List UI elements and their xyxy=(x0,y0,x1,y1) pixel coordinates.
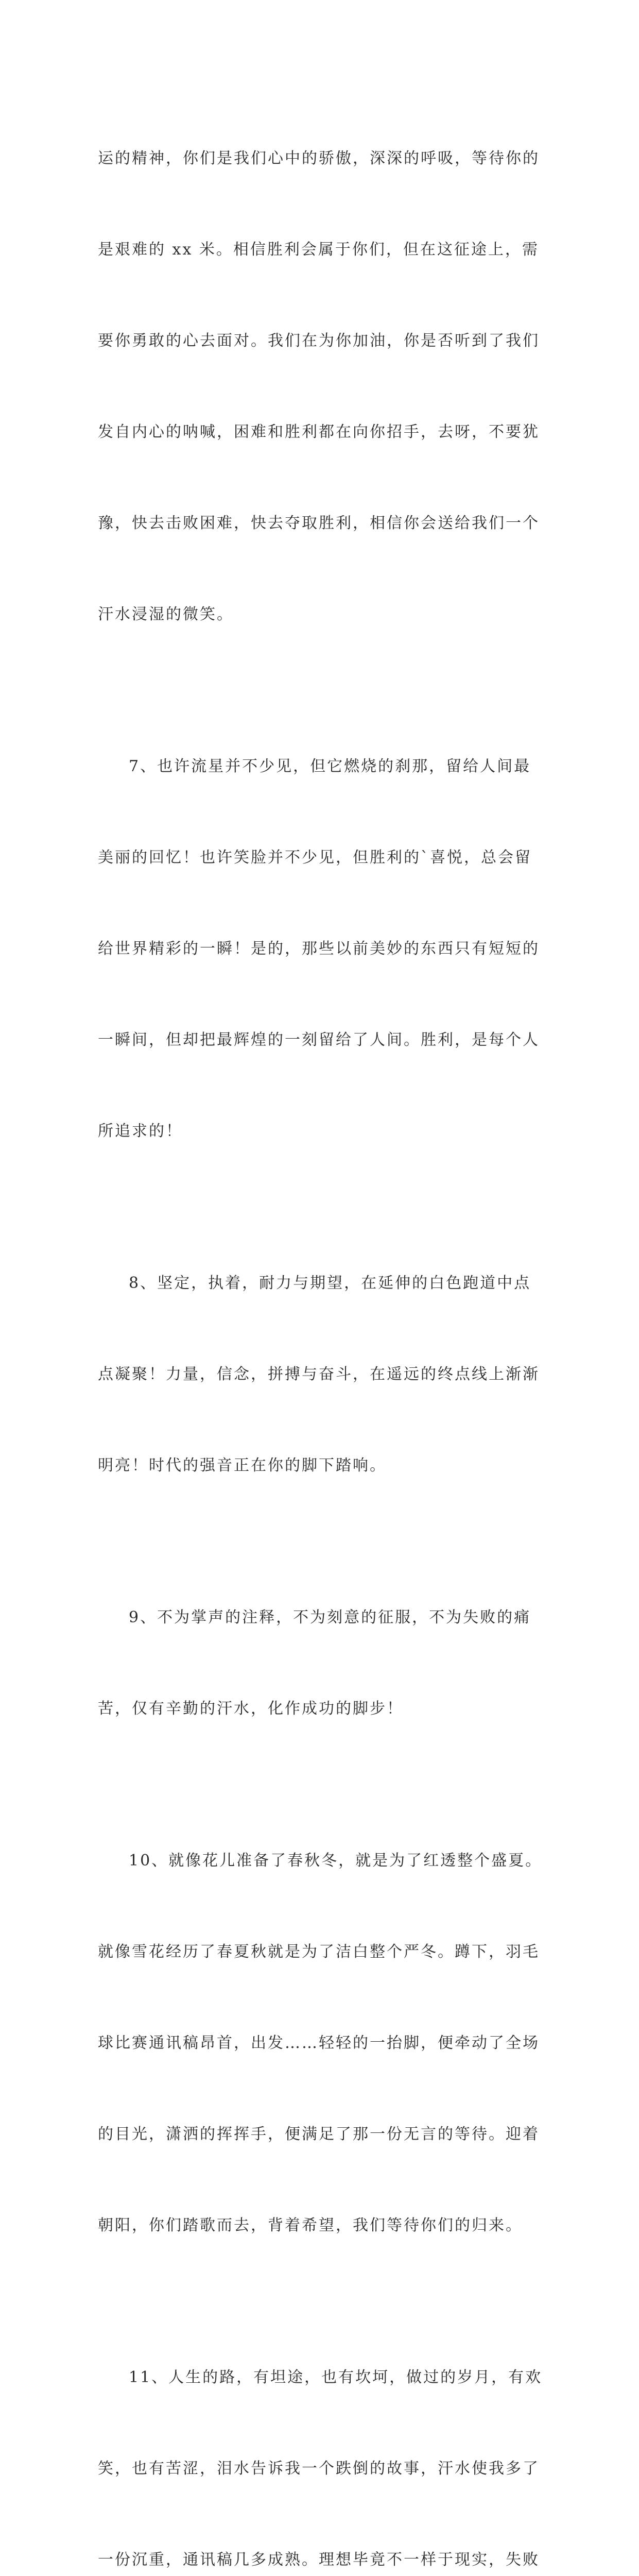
text-line: 点凝聚！力量，信念，拼搏与奋斗，在遥远的终点线上渐渐 xyxy=(98,1365,540,1383)
text-line: 豫，快去击败困难，快去夺取胜利，相信你会送给我们一个 xyxy=(98,514,540,532)
paragraph-6-continued xyxy=(98,82,551,690)
text-line: 明亮！时代的强音正在你的脚下踏响。 xyxy=(98,1456,387,1475)
text-line: 就像雪花经历了春夏秋就是为了洁白整个严冬。蹲下，羽毛 xyxy=(98,1943,540,1961)
text-line: 8、坚定，执着，耐力与期望，在延伸的白色跑道中点 xyxy=(129,1274,531,1292)
text-line: 7、也许流星并不少见，但它燃烧的刹那，留给人间最 xyxy=(129,757,531,775)
paragraph-8 xyxy=(98,1207,551,1541)
text-line: 朝阳，你们踏歌而去，背着希望，我们等待你们的归来。 xyxy=(98,2216,523,2234)
text-line: 运的精神，你们是我们心中的骄傲，深深的呼吸，等待你的 xyxy=(98,149,540,167)
paragraph-9 xyxy=(98,1541,551,1785)
paragraph-11 xyxy=(98,2301,551,2576)
text-line: 汗水浸湿的微笑。 xyxy=(98,605,234,623)
text-line: 发自内心的呐喊，困难和胜利都在向你招手，去呀，不要犹 xyxy=(98,423,540,441)
text-line: 美丽的回忆！也许笑脸并不少见，但胜利的`喜悦，总会留 xyxy=(98,849,532,867)
text-line: 所追求的！ xyxy=(98,1122,183,1140)
text-line: 要你勇敢的心去面对。我们在为你加油，你是否听到了我们 xyxy=(98,332,540,350)
text-line: 的目光，潇洒的挥挥手，便满足了那一份无言的等待。迎着 xyxy=(98,2125,540,2143)
text-line: 给世界精彩的一瞬！是的，那些以前美妙的东西只有短短的 xyxy=(98,940,540,958)
paragraph-10 xyxy=(98,1785,551,2301)
text-line: 球比赛通讯稿昂首，出发……轻轻的一抬脚，便牵动了全场 xyxy=(98,2034,540,2052)
paragraph-7 xyxy=(98,690,551,1207)
text-line: 11、人生的路，有坦途，也有坎坷，做过的岁月，有欢 xyxy=(129,2368,543,2386)
text-line: 笑，也有苦涩，泪水告诉我一个跌倒的故事，汗水使我多了 xyxy=(98,2460,540,2478)
document-body xyxy=(98,82,551,2576)
text-line: 是艰难的 xx 米。相信胜利会属于你们，但在这征途上，需 xyxy=(98,241,539,259)
text-line: 一瞬间，但却把最辉煌的一刻留给了人间。胜利，是每个人 xyxy=(98,1031,540,1049)
text-line: 10、就像花儿准备了春秋冬，就是为了红透整个盛夏。 xyxy=(129,1852,543,1870)
text-line: 9、不为掌声的注释，不为刻意的征服，不为失败的痛 xyxy=(129,1608,531,1626)
text-line: 苦，仅有辛勤的汗水，化作成功的脚步！ xyxy=(98,1700,404,1718)
text-line: 一份沉重，通讯稿几多成熟。理想毕竟不一样于现实，失败 xyxy=(98,2551,540,2569)
